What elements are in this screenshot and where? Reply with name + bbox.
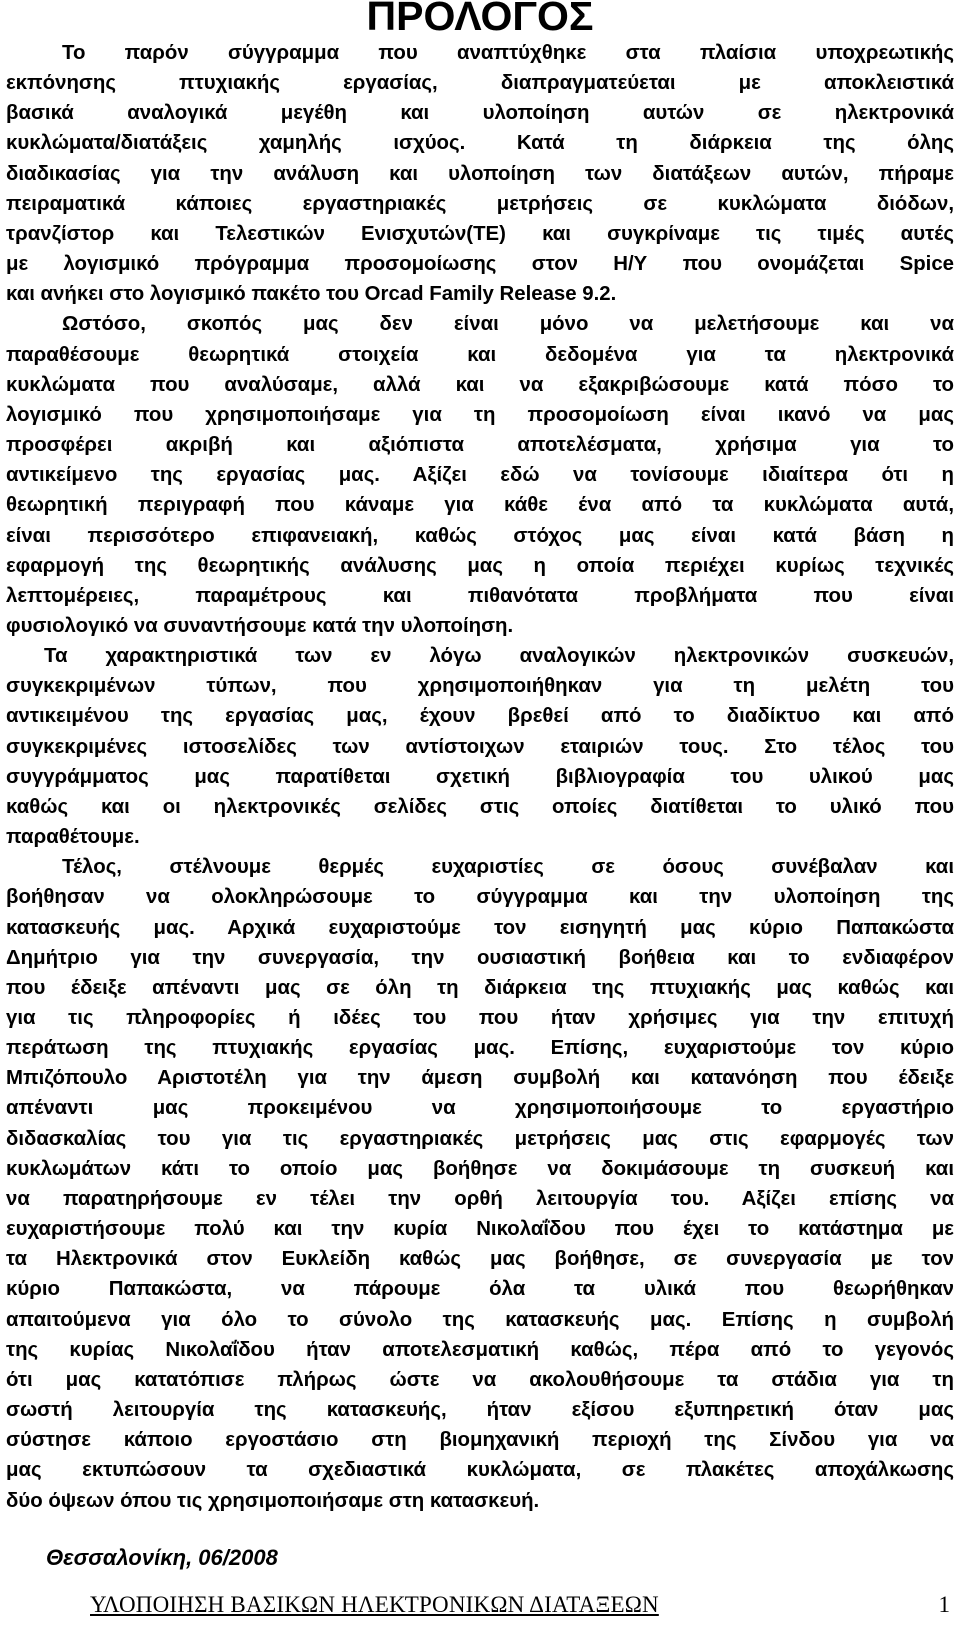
text-line: της κυρίας Νικολαΐδου ήταν αποτελεσματική καθώς, πέρα από το γεγονός xyxy=(6,1338,954,1361)
text-line: συγκεκριμένων τύπων, που χρησιμοποιήθηκαν για τη μελέτη του xyxy=(6,675,954,698)
text-line: να παρατηρήσουμε εν τέλει την ορθή λειτουργία του. Αξίζει επίσης να xyxy=(6,1187,954,1210)
text-line: διδασκαλίας του για τις εργαστηριακές μετρήσεις μας στις εφαρμογές των xyxy=(6,1127,954,1150)
text-line: για τις πληροφορίες ή ιδέες του που ήταν χρήσιμες για την επιτυχή xyxy=(6,1007,954,1029)
paragraph-4 xyxy=(6,852,954,1515)
text-line: Δημήτριο για την συνεργασία, την ουσιαστική βοήθεια και το ενδιαφέρον xyxy=(6,946,954,969)
text-line: σωστή λειτουργία της κατασκευής, ήταν εξίσου εξυπηρετική όταν μας xyxy=(6,1399,954,1422)
text-line: κυκλωμάτων κάτι το οποίο μας βοήθησε να δοκιμάσουμε τη συσκευή και xyxy=(6,1157,954,1180)
text-line: σύστησε κάποιο εργοστάσιο στη βιομηχανική περιοχή της Σίνδου για να xyxy=(6,1429,954,1452)
text-line: θεωρητική περιγραφή που κάναμε για κάθε ένα από τα κυκλώματα αυτά, xyxy=(6,494,954,517)
text-line: δύο όψεων όπου τις χρησιμοποιήσαμε στη κατασκευή. xyxy=(6,1489,540,1512)
footer-title: ΥΛΟΠΟΙΗΣΗ ΒΑΣΙΚΩΝ ΗΛΕΚΤΡΟΝΙΚΩΝ ΔΙΑΤΑΞΕΩΝ xyxy=(90,1592,659,1617)
text-line: διαδικασίας για την ανάλυση και υλοποίηση των διατάξεων αυτών, πήραμε xyxy=(6,162,954,185)
text-line: και ανήκει στο λογισμικό πακέτο του Orcad Family Release 9.2. xyxy=(6,283,617,306)
text-line: λεπτομέρειες, παραμέτρους και πιθανότατα προβλήματα που είναι xyxy=(6,584,954,607)
text-line: ότι μας κατατόπισε πλήρως ώστε να ακολουθήσουμε τα στάδια για τη xyxy=(6,1368,954,1391)
paragraph-1 xyxy=(6,38,954,309)
text-line: τρανζίστορ και Τελεστικών Ενισχυτών(ΤΕ) και συγκρίναμε τις τιμές αυτές xyxy=(6,222,954,245)
text-line: Μπιζόπουλο Αριστοτέλη για την άμεση συμβολή και κατανόηση που έδειξε xyxy=(6,1067,954,1090)
text-line: αντικείμενο της εργασίας μας. Αξίζει εδώ να τονίσουμε ιδιαίτερα ότι η xyxy=(6,464,954,487)
text-line: που έδειξε απέναντι μας σε όλη τη διάρκεια της πτυχιακής μας καθώς και xyxy=(6,976,954,999)
text-line: εφαρμογή της θεωρητικής ανάλυσης μας η οποία περιέχει κυρίως τεχνικές xyxy=(6,554,954,577)
text-line: συγκεκριμένες ιστοσελίδες των αντίστοιχων εταιριών τους. Στο τέλος του xyxy=(6,735,954,758)
text-line: κυκλώματα που αναλύσαμε, αλλά και να εξακριβώσουμε κατά πόσο το xyxy=(6,373,954,396)
text-line: λογισμικό που χρησιμοποιήσαμε για τη προσομοίωση είναι ικανό να μας xyxy=(6,403,954,426)
text-line: τα Ηλεκτρονικά στον Ευκλείδη καθώς μας βοήθησε, σε συνεργασία με τον xyxy=(6,1248,954,1271)
text-line: κατασκευής μας. Αρχικά ευχαριστούμε τον εισηγητή μας κύριο Παπακώστα xyxy=(6,916,954,939)
text-line: προσφέρει ακριβή και αξιόπιστα αποτελέσματα, χρήσιμα για το xyxy=(6,434,954,457)
page-number: 1 xyxy=(938,1592,950,1617)
text-line: Το παρόν σύγγραμμα που αναπτύχθηκε στα πλαίσια υποχρεωτικής xyxy=(62,42,954,64)
text-line: κυκλώματα/διατάξεις χαμηλής ισχύος. Κατά τη διάρκεια της όλης xyxy=(6,132,954,155)
text-line: συγγράμματος μας παρατίθεται σχετική βιβλιογραφία του υλικού μας xyxy=(6,765,954,788)
text-line: περάτωση της πτυχιακής εργασίας μας. Επίσης, ευχαριστούμε τον κύριο xyxy=(6,1037,954,1060)
text-line: ευχαριστήσουμε πολύ και την κυρία Νικολαΐδου που έχει το κατάστημα με xyxy=(6,1218,954,1241)
text-line: είναι περισσότερο επιφανειακή, καθώς στόχος μας είναι κατά βάση η xyxy=(6,524,954,547)
text-line: αντικειμένου της εργασίας μας, έχουν βρεθεί από το διαδίκτυο και από xyxy=(6,705,954,728)
text-line: πειραματικά κάποιες εργαστηριακές μετρήσεις σε κυκλώματα διόδων, xyxy=(6,192,954,215)
signature-place-date: Θεσσαλονίκη, 06/2008 xyxy=(46,1545,278,1570)
text-line: παραθέσουμε θεωρητικά στοιχεία και δεδομένα για τα ηλεκτρονικά xyxy=(6,343,954,366)
text-line: βασικά αναλογικά μεγέθη και υλοποίηση αυτών σε ηλεκτρονικά xyxy=(6,102,954,125)
text-line: απέναντι μας προκειμένου να χρησιμοποιήσουμε το εργαστήριο xyxy=(6,1097,954,1120)
page-footer xyxy=(0,1590,960,1622)
document-body xyxy=(6,38,954,1516)
text-line: Ωστόσο, σκοπός μας δεν είναι μόνο να μελετήσουμε και να xyxy=(62,313,954,336)
text-line: βοήθησαν να ολοκληρώσουμε το σύγγραμμα και την υλοποίηση της xyxy=(6,886,954,909)
paragraph-2 xyxy=(6,309,954,641)
text-line: καθώς και οι ηλεκτρονικές σελίδες στις οποίες διατίθεται το υλικό που xyxy=(6,795,954,818)
text-line: απαιτούμενα για όλο το σύνολο της κατασκευής μας. Επίσης η συμβολή xyxy=(6,1308,954,1331)
text-line: παραθέτουμε. xyxy=(6,826,140,849)
page-title: ΠΡΟΛΟΓΟΣ xyxy=(366,0,594,39)
text-line: με λογισμικό πρόγραμμα προσομοίωσης στον Η/Υ που ονομάζεται Spice xyxy=(6,253,954,276)
text-line: Τέλος, στέλνουμε θερμές ευχαριστίες σε όσους συνέβαλαν και xyxy=(62,856,954,879)
paragraph-3 xyxy=(6,641,954,852)
text-line: κύριο Παπακώστα, να πάρουμε όλα τα υλικά που θεωρήθηκαν xyxy=(6,1278,954,1301)
text-line: φυσιολογικό να συναντήσουμε κατά την υλοποίηση. xyxy=(6,614,514,637)
text-line: μας εκτυπώσουν τα σχεδιαστικά κυκλώματα, σε πλακέτες αποχάλκωσης xyxy=(6,1459,954,1482)
text-line: Τα χαρακτηριστικά των εν λόγω αναλογικών ηλεκτρονικών συσκευών, xyxy=(44,645,954,668)
text-line: εκπόνησης πτυχιακής εργασίας, διαπραγματεύεται με αποκλειστικά xyxy=(6,72,954,95)
